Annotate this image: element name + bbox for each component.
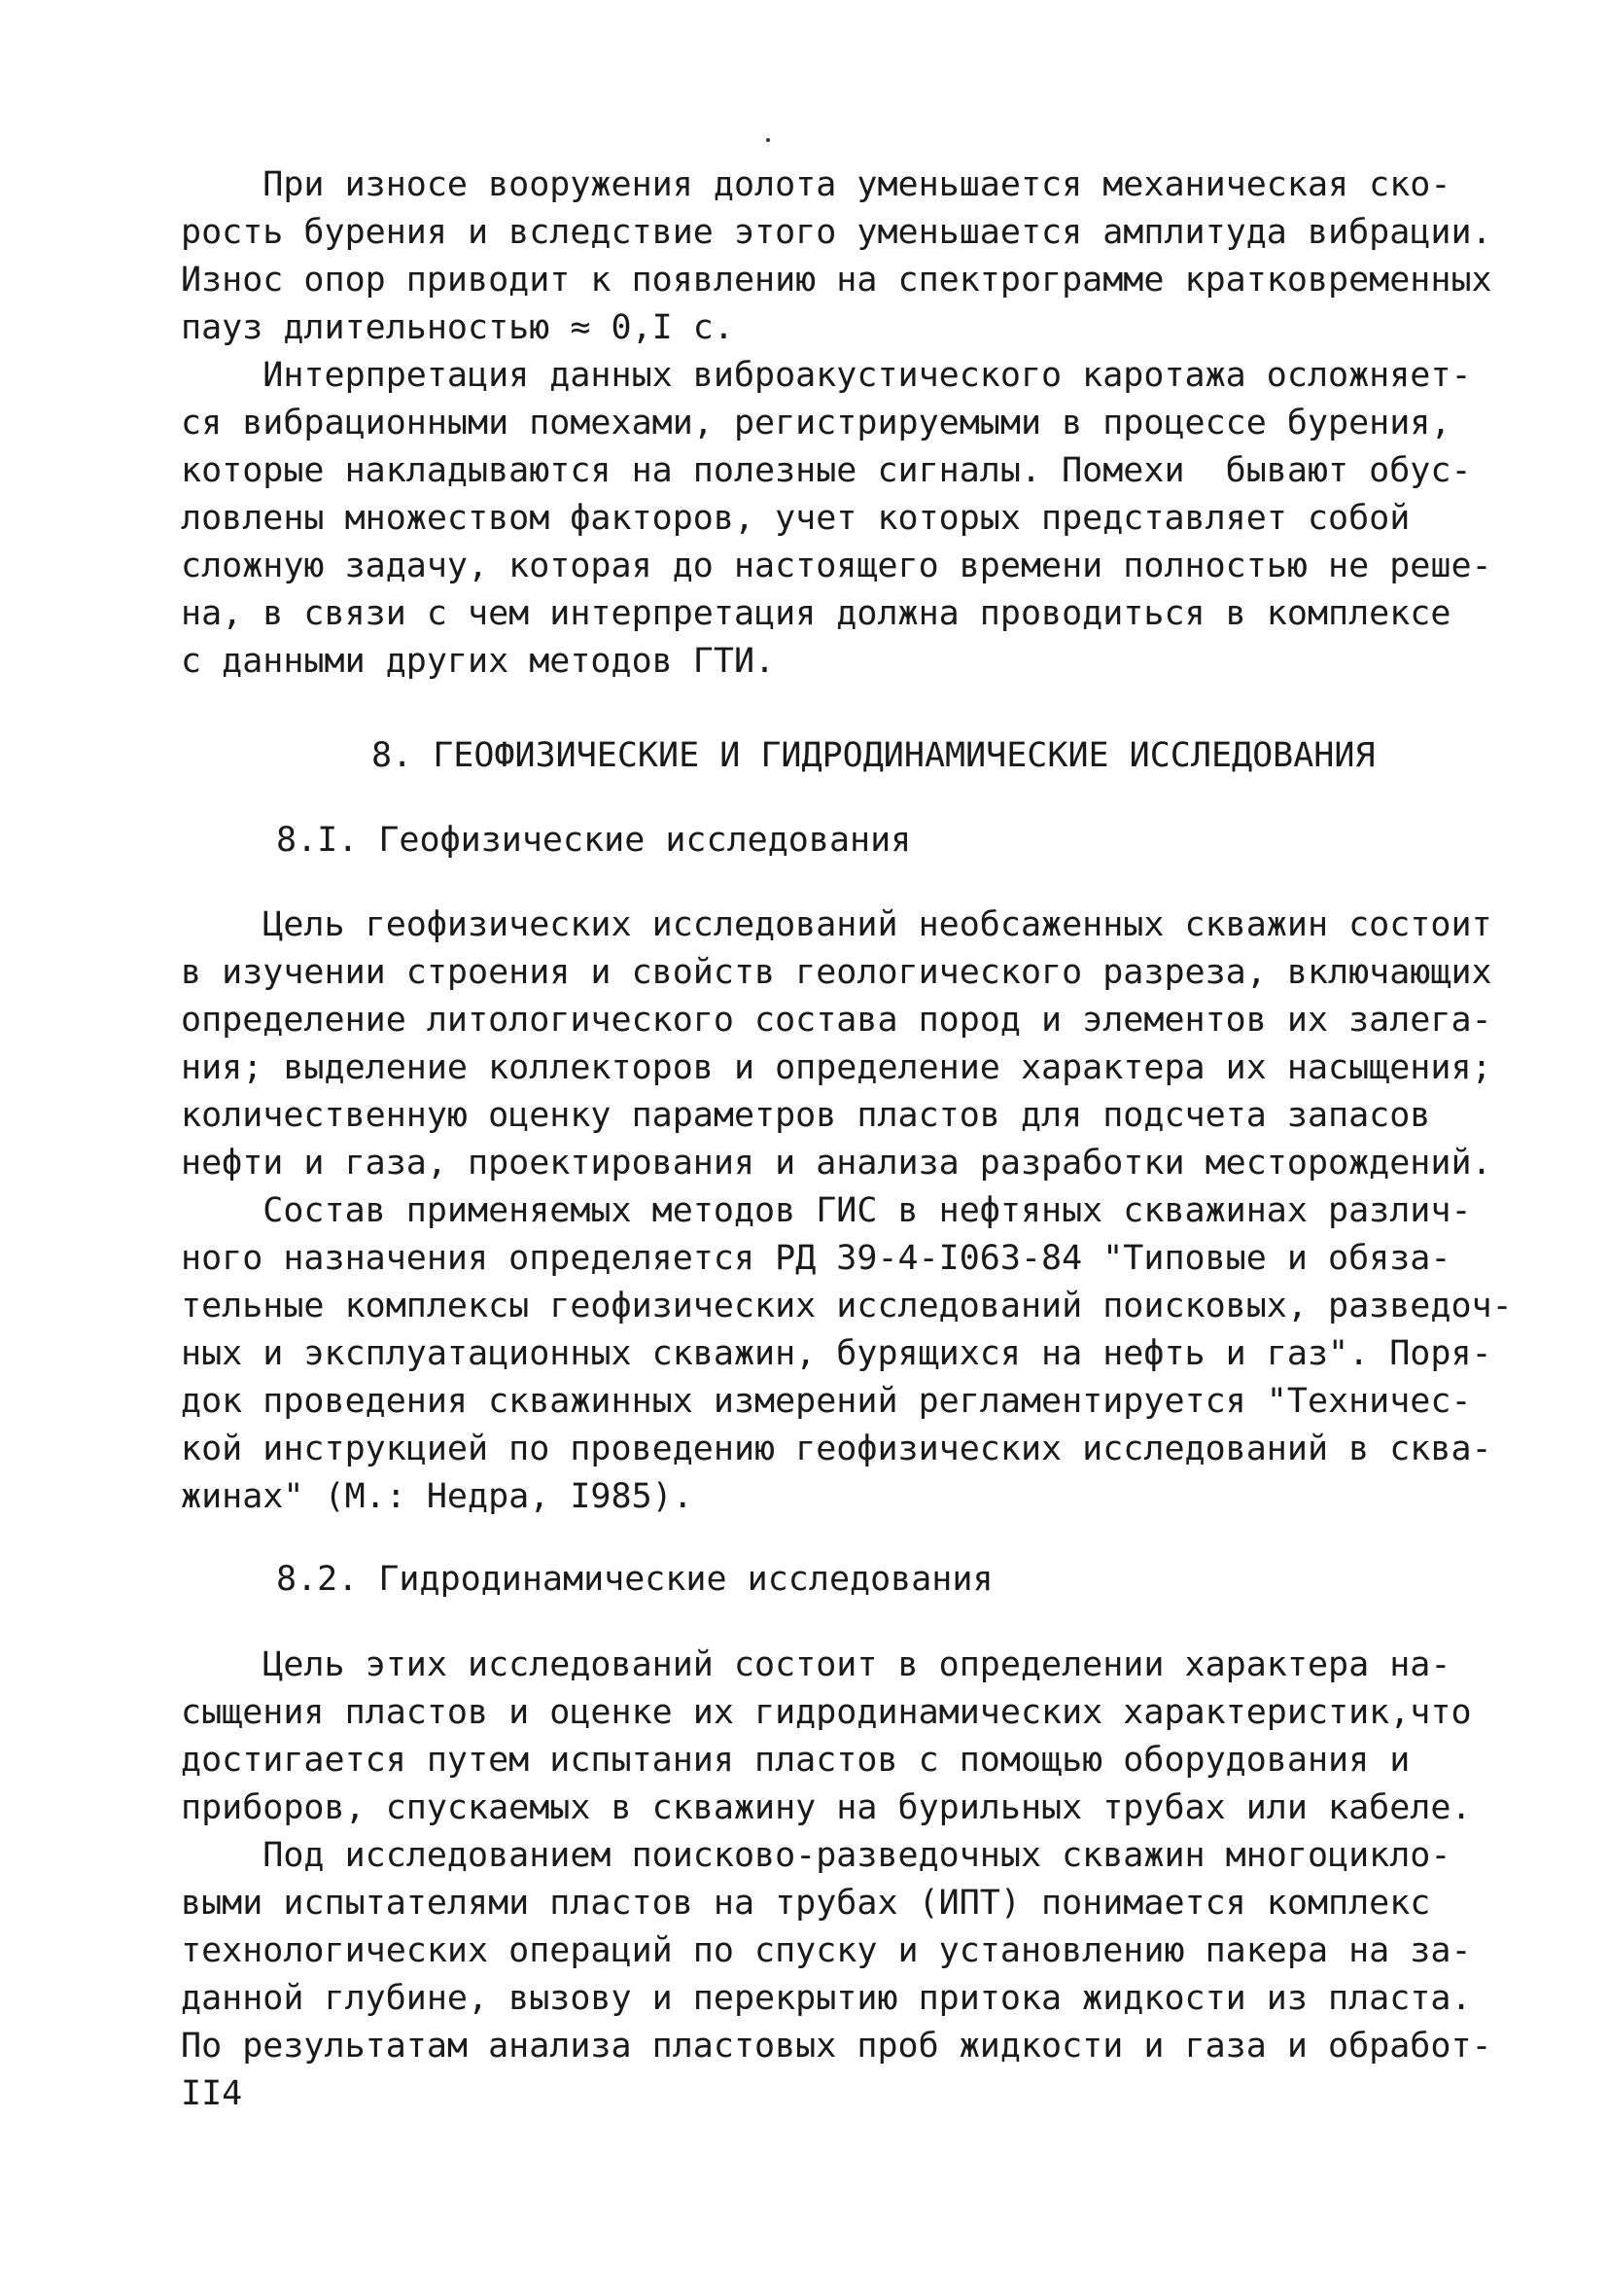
text-line: ся вибрационными помехами, регистрируемыми в процессе бурения, xyxy=(181,404,1451,442)
text-line: док проведения скважинных измерений регламентируется "Техничес- xyxy=(181,1382,1472,1421)
text-line: Состав применяемых методов ГИС в нефтяных скважинах различ- xyxy=(181,1191,1472,1230)
text-line: приборов, спускаемых в скважину на бурильных трубах или кабеле. xyxy=(181,1788,1472,1827)
text-line: количественную оценку параметров пластов для подсчета запасов xyxy=(181,1096,1431,1135)
text-line: в изучении строения и свойств геологического разреза, включающих xyxy=(181,953,1492,992)
text-line: При износе вооружения долота уменьшается механическая ско- xyxy=(181,165,1451,204)
text-line: ния; выделение коллекторов и определение характера их насыщения; xyxy=(181,1048,1492,1087)
text-line: определение литологического состава пород и элементов их залега- xyxy=(181,1001,1492,1040)
text-line: на, в связи с чем интерпретация должна проводиться в комплексе xyxy=(181,594,1451,633)
text-line: нефти и газа, проектирования и анализа разработки месторождений. xyxy=(181,1144,1492,1183)
text-line: сыщения пластов и оценке их гидродинамических характеристик,что xyxy=(181,1693,1472,1732)
text-line: пауз длительностью ≈ 0,I с. xyxy=(181,308,734,347)
text-line: ных и эксплуатационных скважин, бурящихся на нефть и газ". Поря- xyxy=(181,1334,1492,1373)
text-line: Цель геофизических исследований необсаженных скважин состоит xyxy=(181,905,1492,944)
text-line: данной глубине, вызову и перекрытию притока жидкости из пласта. xyxy=(181,1979,1472,2018)
text-line: Износ опор приводит к появлению на спектрограмме кратковременных xyxy=(181,261,1492,300)
text-line: ловлены множеством факторов, учет которых представляет собой xyxy=(181,499,1411,538)
text-line: выми испытателями пластов на трубах (ИПТ) понимается комплекс xyxy=(181,1884,1431,1923)
text-line: жинах" (М.: Недра, I985). xyxy=(181,1477,693,1516)
text-line: достигается путем испытания пластов с помощью оборудования и xyxy=(181,1741,1411,1780)
text-line: По результатам анализа пластовых проб жидкости и газа и обработ- xyxy=(181,2027,1492,2066)
scan-speck xyxy=(766,138,770,142)
text-line: кой инструкцией по проведению геофизических исследований в сква- xyxy=(181,1430,1492,1468)
subsection-heading: 8.2. Гидродинамические исследования xyxy=(276,1560,994,1599)
text-line: сложную задачу, которая до настоящего времени полностью не реше- xyxy=(181,547,1492,585)
text-line: Интерпретация данных виброакустического каротажа осложняет- xyxy=(181,356,1472,395)
text-line: Под исследованием поисково-разведочных скважин многоцикло- xyxy=(181,1836,1451,1875)
text-line: технологических операций по спуску и установлению пакера на за- xyxy=(181,1931,1472,1970)
section-heading: 8. ГЕОФИЗИЧЕСКИЕ И ГИДРОДИНАМИЧЕСКИЕ ИССЛЕДОВАНИЯ xyxy=(371,736,1376,775)
text-line: ного назначения определяется РД 39-4-I063-84 "Типовые и обяза- xyxy=(181,1239,1451,1278)
text-line: тельные комплексы геофизических исследований поисковых, разведоч- xyxy=(181,1287,1513,1325)
text-line: с данными других методов ГТИ. xyxy=(181,642,776,681)
text-line: которые накладываются на полезные сигналы. Помехи бывают обус- xyxy=(181,451,1472,490)
page-number: II4 xyxy=(181,2074,243,2113)
text-line: рость бурения и вследствие этого уменьшается амплитуда вибрации. xyxy=(181,213,1492,252)
text-line: Цель этих исследований состоит в определении характера на- xyxy=(181,1645,1451,1684)
subsection-heading: 8.I. Геофизические исследования xyxy=(276,821,912,860)
